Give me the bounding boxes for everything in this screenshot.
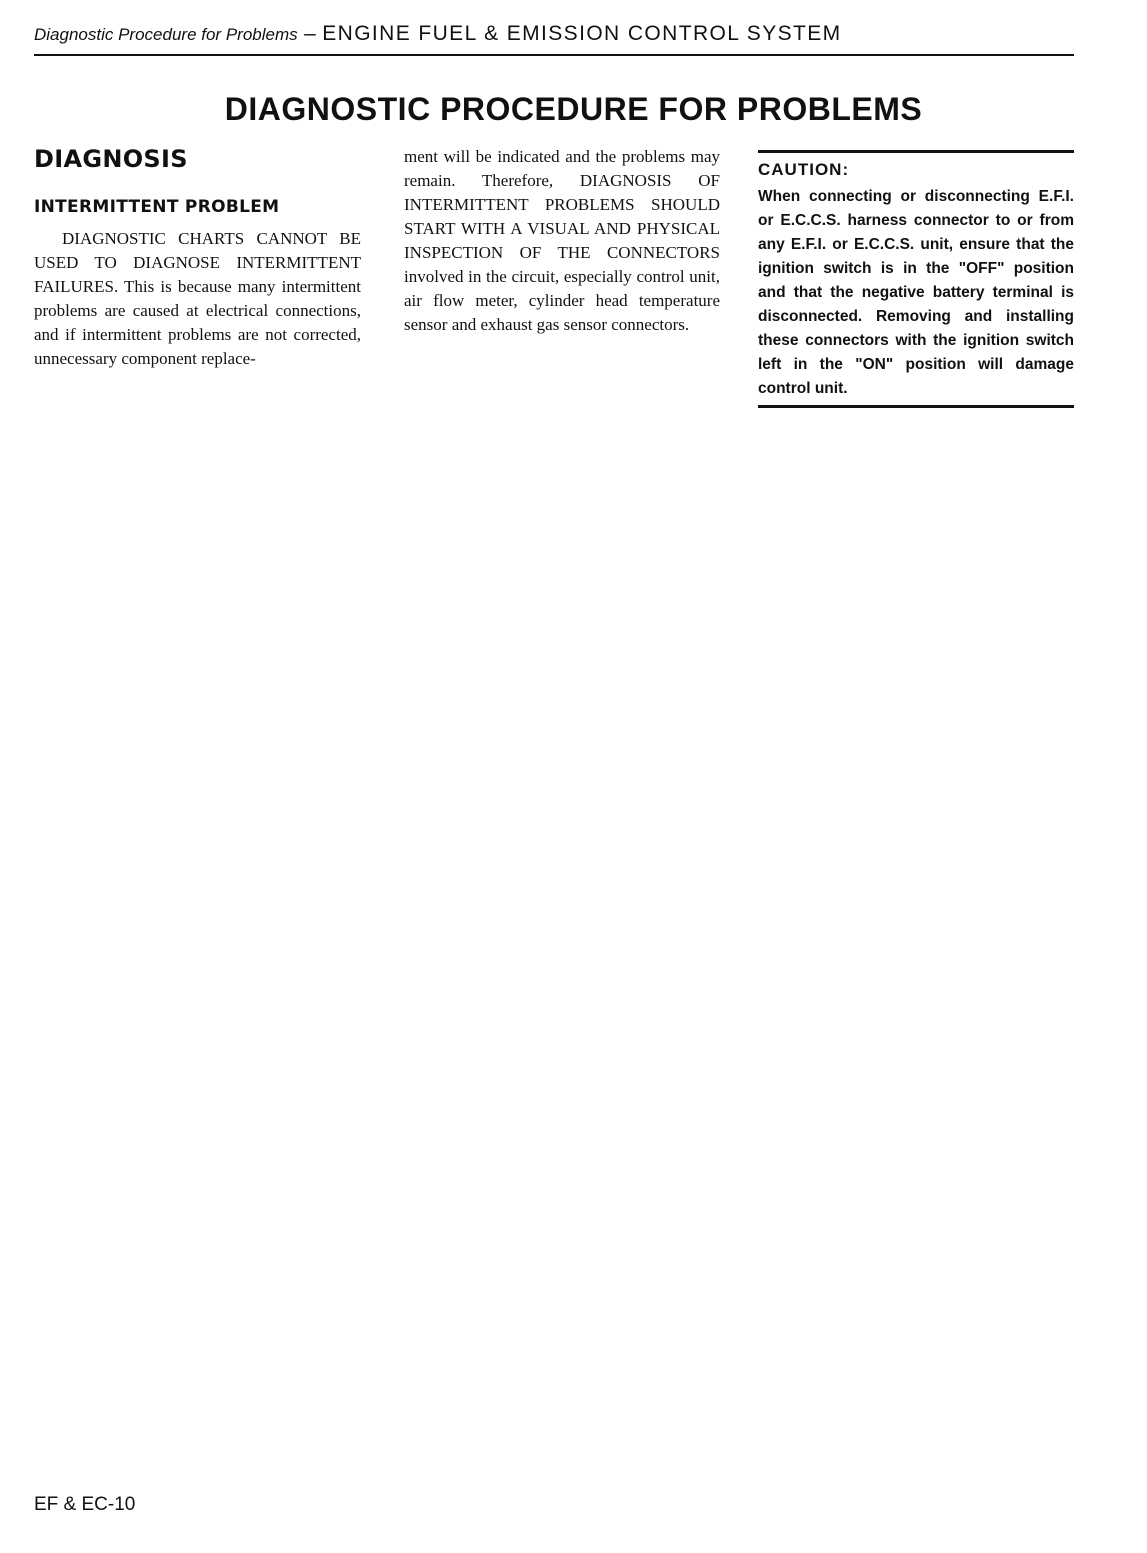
running-head-dash: – <box>304 22 316 45</box>
caution-box <box>758 150 1074 408</box>
running-head <box>34 22 1074 52</box>
middle-paragraph: ment will be indicated and the problems may remain. Therefore, DIAGNOSIS OF INTERMITTENT PROBLEMS SHOULD START WITH A VISUAL AND PHYSICAL INSPECTION OF THE CONNECTORS involved in the circuit, especially control unit, air flow meter, cylinder head temperature sensor and exhaust gas sensor connectors. <box>404 147 720 334</box>
middle-column <box>404 145 720 337</box>
sub-heading: INTERMITTENT PROBLEM <box>34 197 280 217</box>
section-heading: DIAGNOSIS <box>34 145 188 173</box>
page-title: DIAGNOSTIC PROCEDURE FOR PROBLEMS <box>224 91 923 128</box>
caution-text: When connecting or disconnecting E.F.I. or E.C.C.S. harness connector to or from any E.F.I. or E.C.C.S. unit, ensure that the ignition switch is in the "OFF" position and that the negative battery terminal is disconnected. Removing and installing these connectors with the ignition switch left in the "ON" position will damage control unit. <box>758 188 1074 397</box>
running-head-section: Diagnostic Procedure for Problems <box>34 25 298 44</box>
running-head-chapter: ENGINE FUEL & EMISSION CONTROL SYSTEM <box>322 22 842 45</box>
header-rule <box>34 54 1074 56</box>
left-paragraph: DIAGNOSTIC CHARTS CANNOT BE USED TO DIAGNOSE INTERMITTENT FAILURES. This is because many intermittent problems are caused at electrical connections, and if intermittent problems are not corrected, unnecessary component replace- <box>34 229 361 368</box>
left-column <box>34 145 361 371</box>
page-number: EF & EC-10 <box>34 1494 136 1515</box>
caution-label: CAUTION: <box>758 160 850 179</box>
